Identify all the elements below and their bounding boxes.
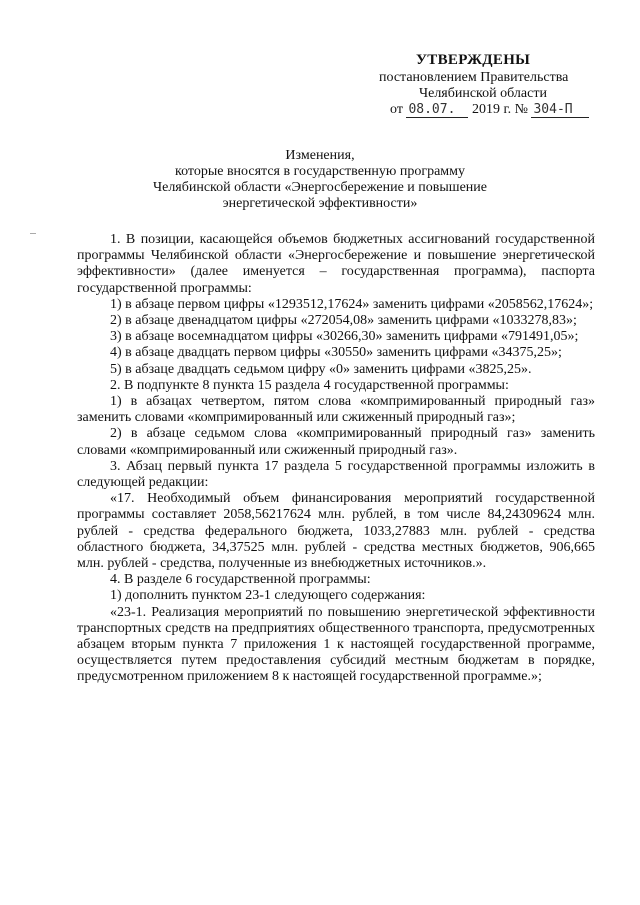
handwritten-date: 08.07. [406, 103, 468, 118]
paragraph-1-sub-4: 4) в абзаце двадцать первом цифры «30550» заменить цифрами «34375,25»; [110, 345, 562, 361]
paragraph-3: 3. Абзац первый пункта 17 раздела 5 государственной программы изложить в следующей редакции: [77, 458, 595, 491]
title-line-2: которые вносятся в государственную программу [174, 164, 466, 179]
paragraph-1-sub-3: 3) в абзаце восемнадцатом цифры «30266,30» заменить цифрами «791491,05»; [110, 329, 579, 345]
paragraph-3-quote: «17. Необходимый объем финансирования мероприятий государственной программы составляет 2058,56217624 млн. рублей, в том числе 84,24309624 млн. рублей - средства федерального бюджета, 1033,27883 млн. рублей - средства областного бюджета, 34,37525 млн. рублей - средства местных бюджетов, 906,665 млн. рублей - средства, полученные из внебюджетных источников.». [77, 491, 595, 572]
document-title [100, 148, 540, 212]
title-line-1: Изменения, [285, 148, 355, 163]
document-body [77, 232, 595, 686]
title-line-3: Челябинской области «Энергосбережение и повышение [153, 180, 487, 195]
paragraph-1: 1. В позиции, касающейся объемов бюджетных ассигнований государственной программы Челябинской области «Энергосбережение и повышение энергетической эффективности» (далее именуется – государственная программа), паспорта государственной программы: [77, 232, 595, 296]
approval-resolution-line: постановлением Правительства [379, 70, 569, 85]
approval-date-line [390, 102, 589, 118]
paragraph-1-sub-1: 1) в абзаце первом цифры «1293512,17624» заменить цифрами «2058562,17624»; [110, 296, 594, 312]
paragraph-1-sub-5: 5) в абзаце двадцать седьмом цифру «0» заменить цифрами «3825,25». [110, 361, 532, 377]
year-text: 2019 г. [471, 102, 512, 117]
date-prefix: от [390, 102, 403, 117]
paragraph-2-sub-1: 1) в абзацах четвертом, пятом слова «компримированный природный газ» заменить словами «компримированный или сжиженный природный газ»; [77, 394, 595, 426]
paragraph-1-sub-2: 2) в абзаце двенадцатом цифры «272054,08» заменить цифрами «1033278,83»; [110, 313, 577, 329]
title-line-4: энергетической эффективности» [222, 196, 418, 211]
number-sign: № [514, 102, 528, 117]
approval-region-line: Челябинской области [419, 86, 547, 101]
paragraph-4-quote: «23-1. Реализация мероприятий по повышению энергетической эффективности транспортных средств на предприятиях общественного транспорта, предусмотренных абзацем вторым пункта 7 приложения 1 к настоящей государственной программе, осуществляется путем предоставления субсидий местным бюджетам в порядке, предусмотренном приложением 8 к настоящей государственной программе.»; [77, 604, 595, 685]
approval-block [0, 0, 640, 130]
paragraph-2: 2. В подпункте 8 пункта 15 раздела 4 государственной программы: [110, 377, 509, 393]
paragraph-4: 4. В разделе 6 государственной программы: [110, 572, 371, 588]
margin-mark [30, 233, 36, 234]
paragraph-2-sub-2: 2) в абзаце седьмом слова «компримированный природный газ» заменить словами «компримированный или сжиженный природный газ». [77, 426, 595, 458]
handwritten-number: 304-П [531, 103, 589, 118]
paragraph-4-sub-1: 1) дополнить пунктом 23-1 следующего содержания: [110, 588, 426, 604]
approval-heading: УТВЕРЖДЕНЫ [416, 52, 531, 68]
